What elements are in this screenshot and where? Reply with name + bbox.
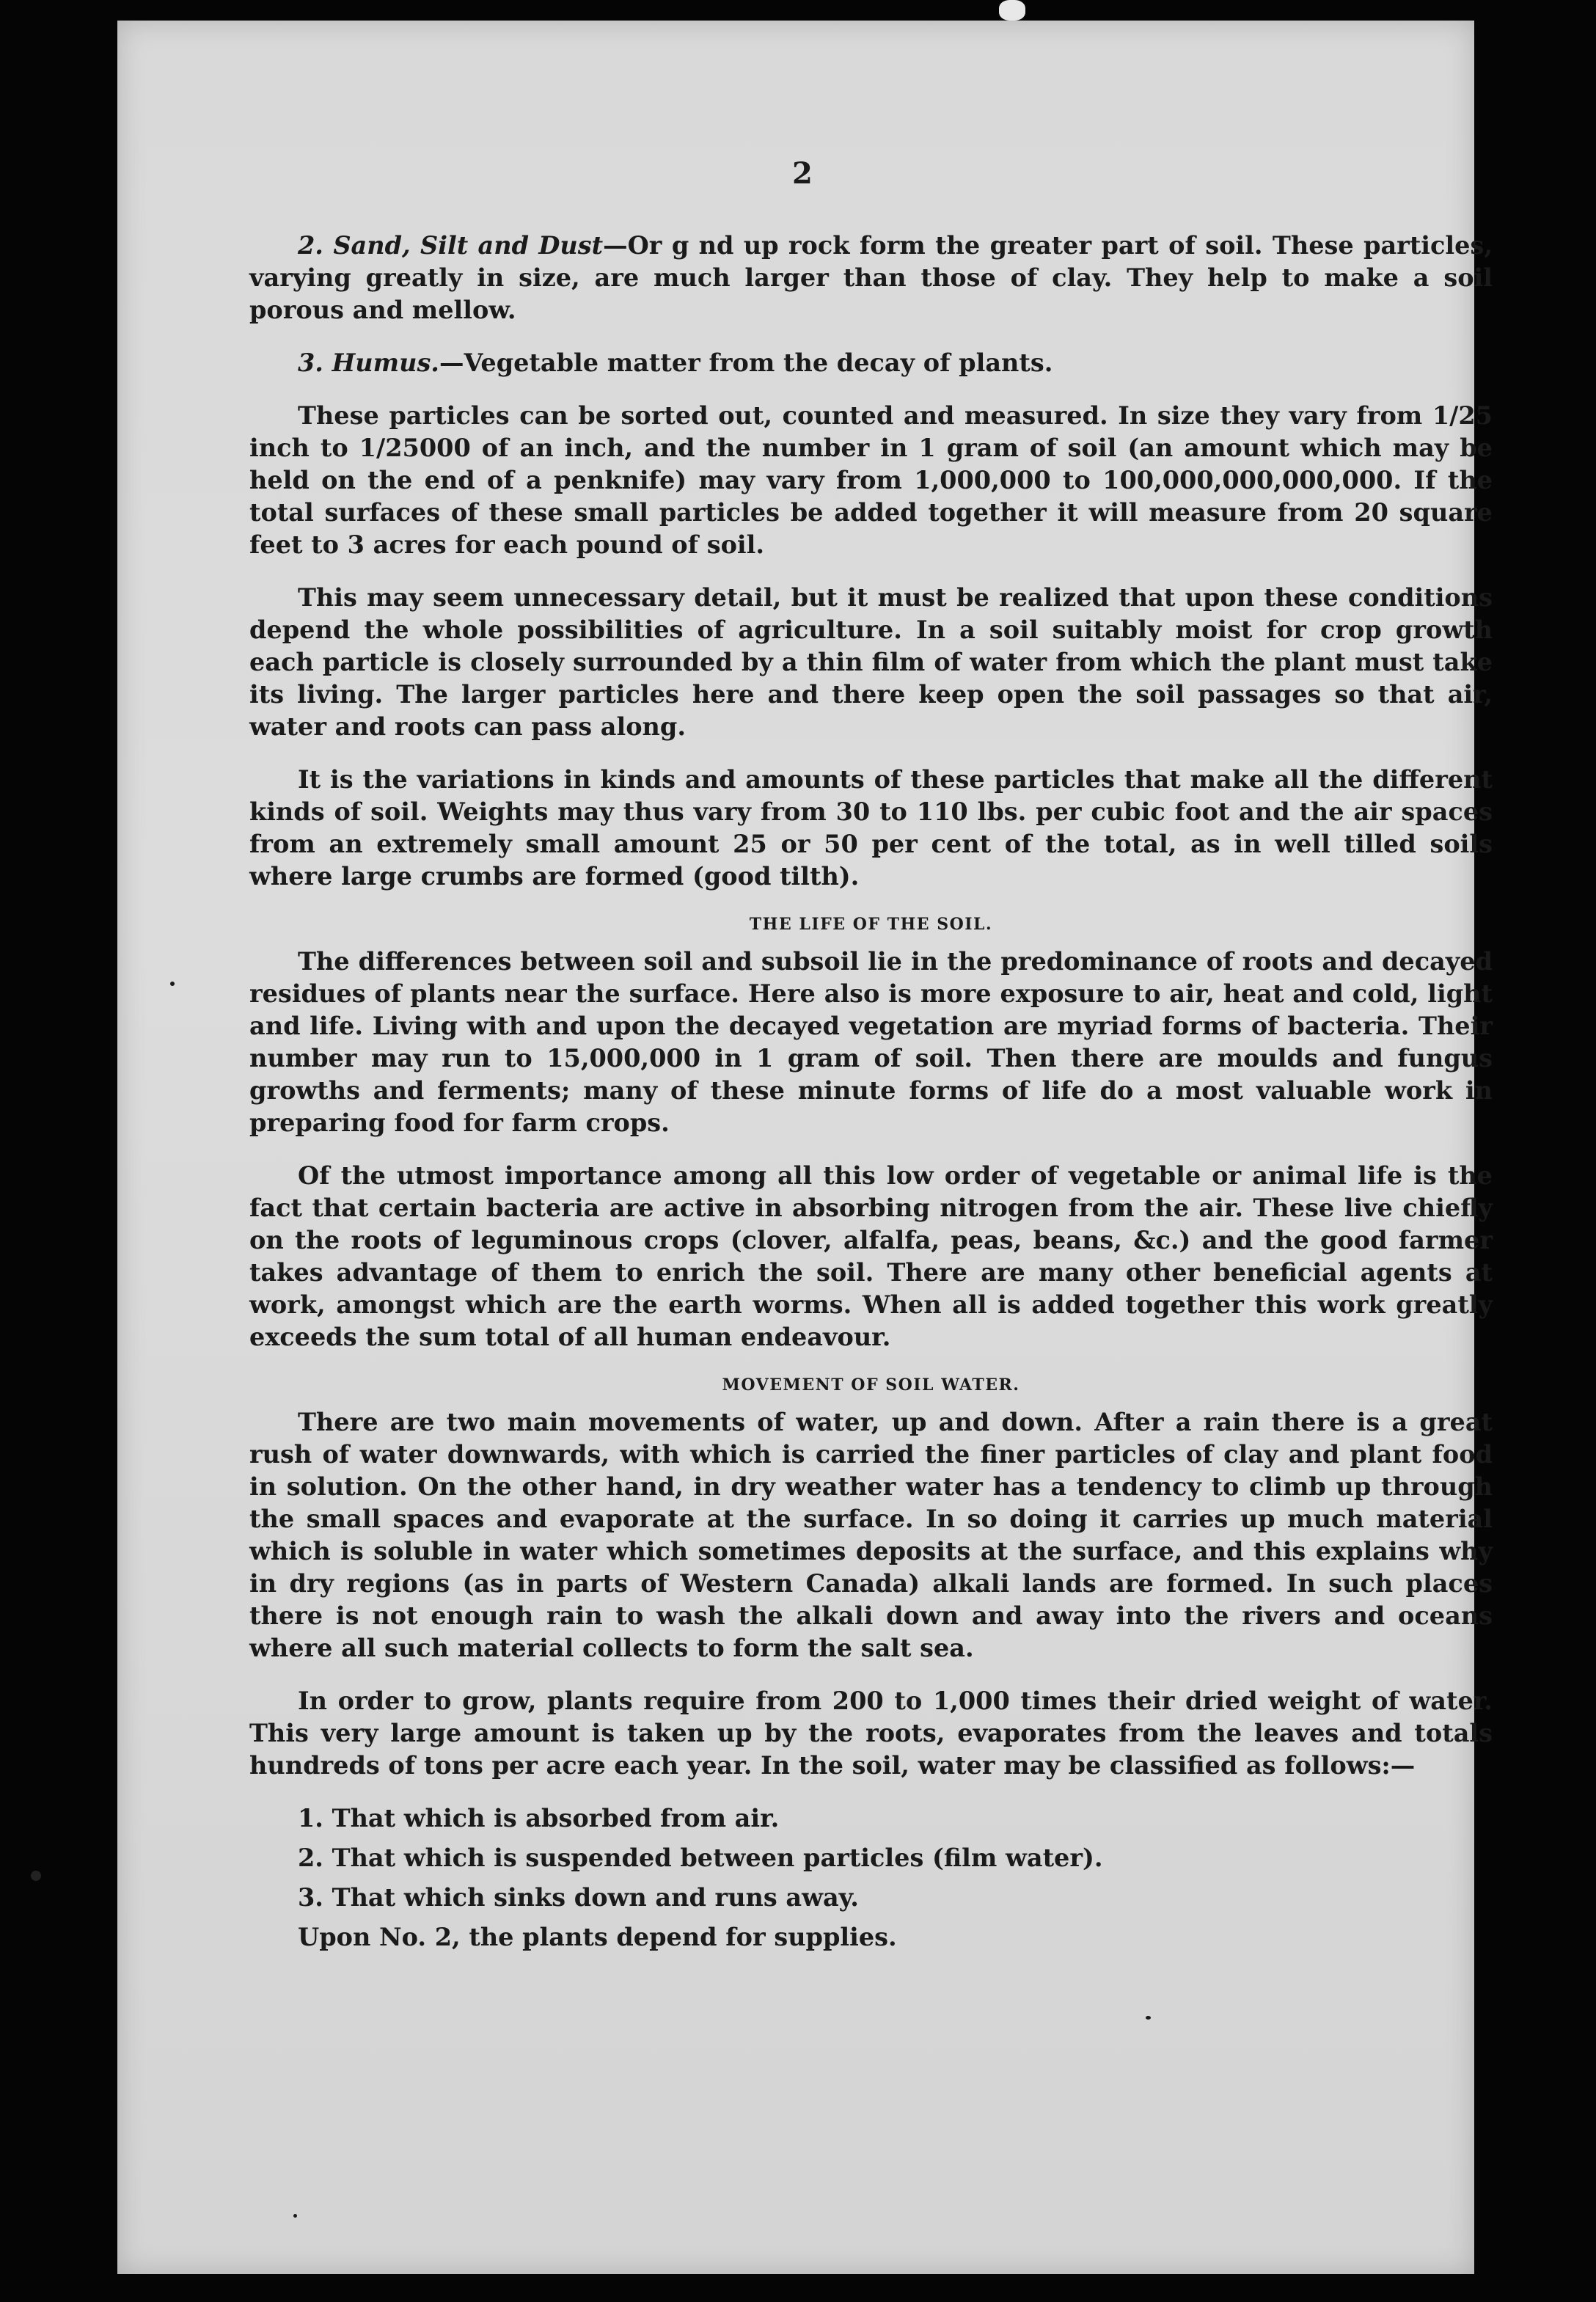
scan-speck <box>31 1871 41 1881</box>
scan-speck <box>999 0 1025 21</box>
paragraph-text: —Or g nd up rock form the greater part of soil. These particles, varying greatly in size, are much larger than those of clay. They help to make a soil porous and mellow. <box>249 231 1493 324</box>
paragraph-lead: 2. Sand, Silt and Dust <box>298 231 604 260</box>
page-body <box>249 230 1493 1954</box>
closing-line: Upon No. 2, the plants depend for supplies. <box>298 1923 897 1951</box>
scan-speck <box>1146 2016 1151 2020</box>
section-heading-soil-water: MOVEMENT OF SOIL WATER. <box>722 1375 1020 1395</box>
paragraph-soil-variations: It is the variations in kinds and amounts of these particles that make all the different kinds of soil. Weights may thus vary from 30 to 110 lbs. per cubic foot and the air spaces from an extremely small amount 25 or 50 per cent of the total, as in well tilled soils where large crumbs are formed (good tilth). <box>249 765 1493 891</box>
paragraph-lead: 3. Humus. <box>298 348 439 377</box>
paragraph-text: —Vegetable matter from the decay of plants. <box>439 348 1053 377</box>
paragraph-soil-subsoil: The differences between soil and subsoil lie in the predominance of roots and decayed residues of plants near the surface. Here also is more exposure to air, heat and cold, light and life. Living with and upon the decayed vegetation are myriad forms of bacteria. Their number may run to 15,000,000 in 1 gram of soil. Then there are moulds and fungus growths and ferments; many of these minute forms of life do a most valuable work in preparing food for farm crops. <box>249 947 1493 1137</box>
paragraph-water-requirements: In order to grow, plants require from 200 to 1,000 times their dried weight of water. This very large amount is taken up by the roots, evaporates from the leaves and totals hundreds of tons per acre each year. In the soil, water may be classified as follows:— <box>249 1687 1493 1780</box>
scan-speck <box>170 982 175 986</box>
list-item: 2. That which is suspended between particles (film water). <box>298 1844 1103 1872</box>
scan-speck <box>293 2214 297 2218</box>
paragraph-water-movements: There are two main movements of water, up and down. After a rain there is a great rush of water downwards, with which is carried the finer particles of clay and plant food in solution. On the other hand, in dry weather water has a tendency to climb up through the small spaces and evaporate at the surface. In so doing it carries up much material which is soluble in water which sometimes deposits at the surface, and this explains why in dry regions (as in parts of Western Canada) alkali lands are formed. In such places there is not enough rain to wash the alkali down and away into the rivers and oceans where all such material collects to form the salt sea. <box>249 1408 1493 1662</box>
paragraph-sand-silt-dust <box>249 230 1493 326</box>
list-item: 3. That which sinks down and runs away. <box>298 1883 859 1912</box>
paragraph-particle-sizes: These particles can be sorted out, counted and measured. In size they vary from 1/25 inch to 1/25000 of an inch, and the number in 1 gram of soil (an amount which may be held on the end of a penknife) may vary from 1,000,000 to 100,000,000,000,000. If the total surfaces of these small particles be added together it will measure from 20 square feet to 3 acres for each pound of soil. <box>249 401 1493 559</box>
paragraph-detail-conditions: This may seem unnecessary detail, but it must be realized that upon these conditions depend the whole possibilities of agriculture. In a soil suitably moist for crop growth each particle is closely surrounded by a thin film of water from which the plant must take its living. The larger particles here and there keep open the soil passages so that air, water and roots can pass along. <box>249 583 1493 741</box>
list-item: 1. That which is absorbed from air. <box>298 1804 780 1833</box>
section-heading-life-of-soil: THE LIFE OF THE SOIL. <box>749 915 993 934</box>
document-page <box>117 21 1493 2274</box>
paragraph-bacteria-nitrogen: Of the utmost importance among all this low order of vegetable or animal life is the fact that certain bacteria are active in absorbing nitrogen from the air. These live chiefly on the roots of leguminous crops (clover, alfalfa, peas, beans, &c.) and the good farmer takes advantage of them to enrich the soil. There are many other beneficial agents at work, amongst which are the earth worms. When all is added together this work greatly exceeds the sum total of all human endeavour. <box>249 1161 1493 1351</box>
paragraph-humus <box>249 347 1493 379</box>
page-number: 2 <box>792 156 813 191</box>
